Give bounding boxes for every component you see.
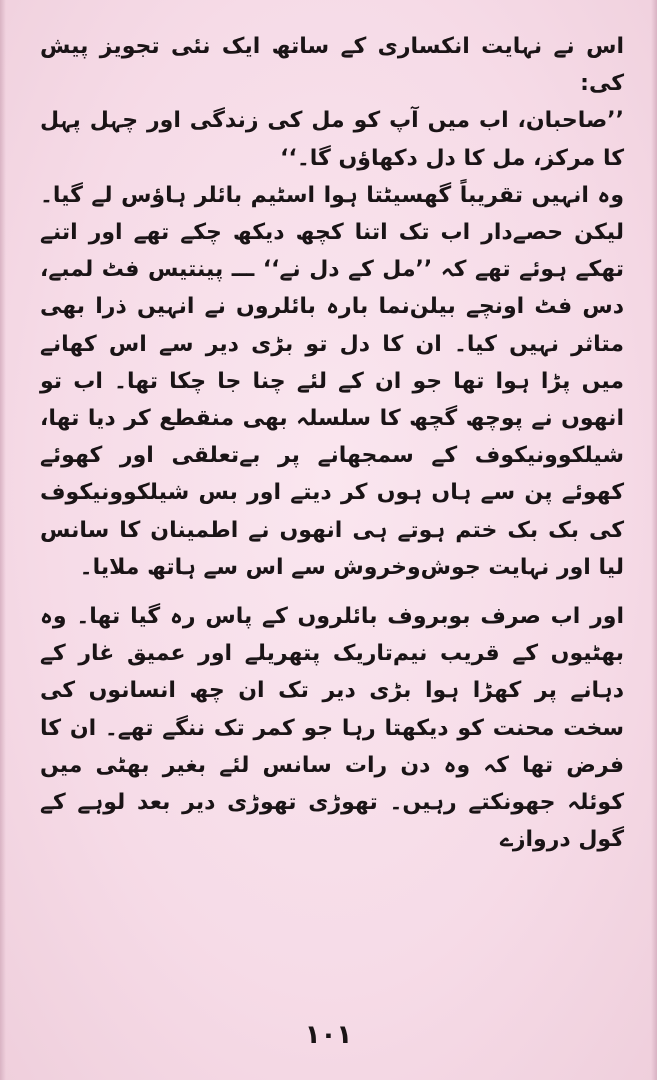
paragraph-4: اور اب صرف بوبروف بائلروں کے پاس رہ گیا تھا۔ وہ بھٹیوں کے قریب نیم‌تاریک پتھریلے اور عمیق غار کے دہانے پر کھڑا ہوا بڑی دیر تک ان چھ انسانوں کی سخت محنت کو دیکھتا رہا جو کمر تک ننگے تھے۔ ان کا فرض تھا کہ وہ دن رات سانس لئے بغیر بھٹی میں کوئلہ جھونکتے رہیں۔ تھوڑی تھوڑی دیر بعد لوہے کے گول دروازے — [40, 604, 624, 853]
paragraph-3: وہ انہیں تقریباً گھسیٹتا ہوا اسٹیم بائلر ہاؤس لے گیا۔ لیکن حصےدار اب تک اتنا کچھ دیکھ چکے تھے اور اتنے تھکے ہوئے تھے کہ ’’مل کے دل نے‘‘ ـــ پینتیس فٹ لمبے، دس فٹ اونچے بیلن‌نما بارہ بائلروں نے انہیں ذرا بھی متاثر نہیں کیا۔ ان کا دل تو بڑی دیر سے اس کھانے میں پڑا ہوا تھا جو ان کے لئے چنا جا چکا تھا۔ اب تو انھوں نے پوچھ گچھ کا سلسلہ بھی منقطع کر دیا تھا، شیلکوونیکوف کے سمجھانے پر بےتعلقی اور کھوئے کھوئے پن سے ہاں ہوں کر دیتے اور بس شیلکوونیکوف کی بک بک ختم ہوتے ہی انھوں نے اطمینان کا سانس لیا اور نہایت جوش‌وخروش سے اس سے ہاتھ ملایا۔ — [40, 182, 624, 580]
paragraph-1: اس نے نہایت انکساری کے ساتھ ایک نئی تجویز پیش کی: — [40, 34, 624, 97]
page-edge-right — [651, 0, 657, 1080]
page-number: ۱۰۱ — [304, 1020, 353, 1050]
body-text — [40, 28, 624, 858]
page-edge-left — [0, 0, 6, 1080]
paragraph-2: ’’صاحبان، اب میں آپ کو مل کی زندگی اور چہل پہل کا مرکز، مل کا دل دکھاؤں گا۔‘‘ — [40, 108, 624, 171]
